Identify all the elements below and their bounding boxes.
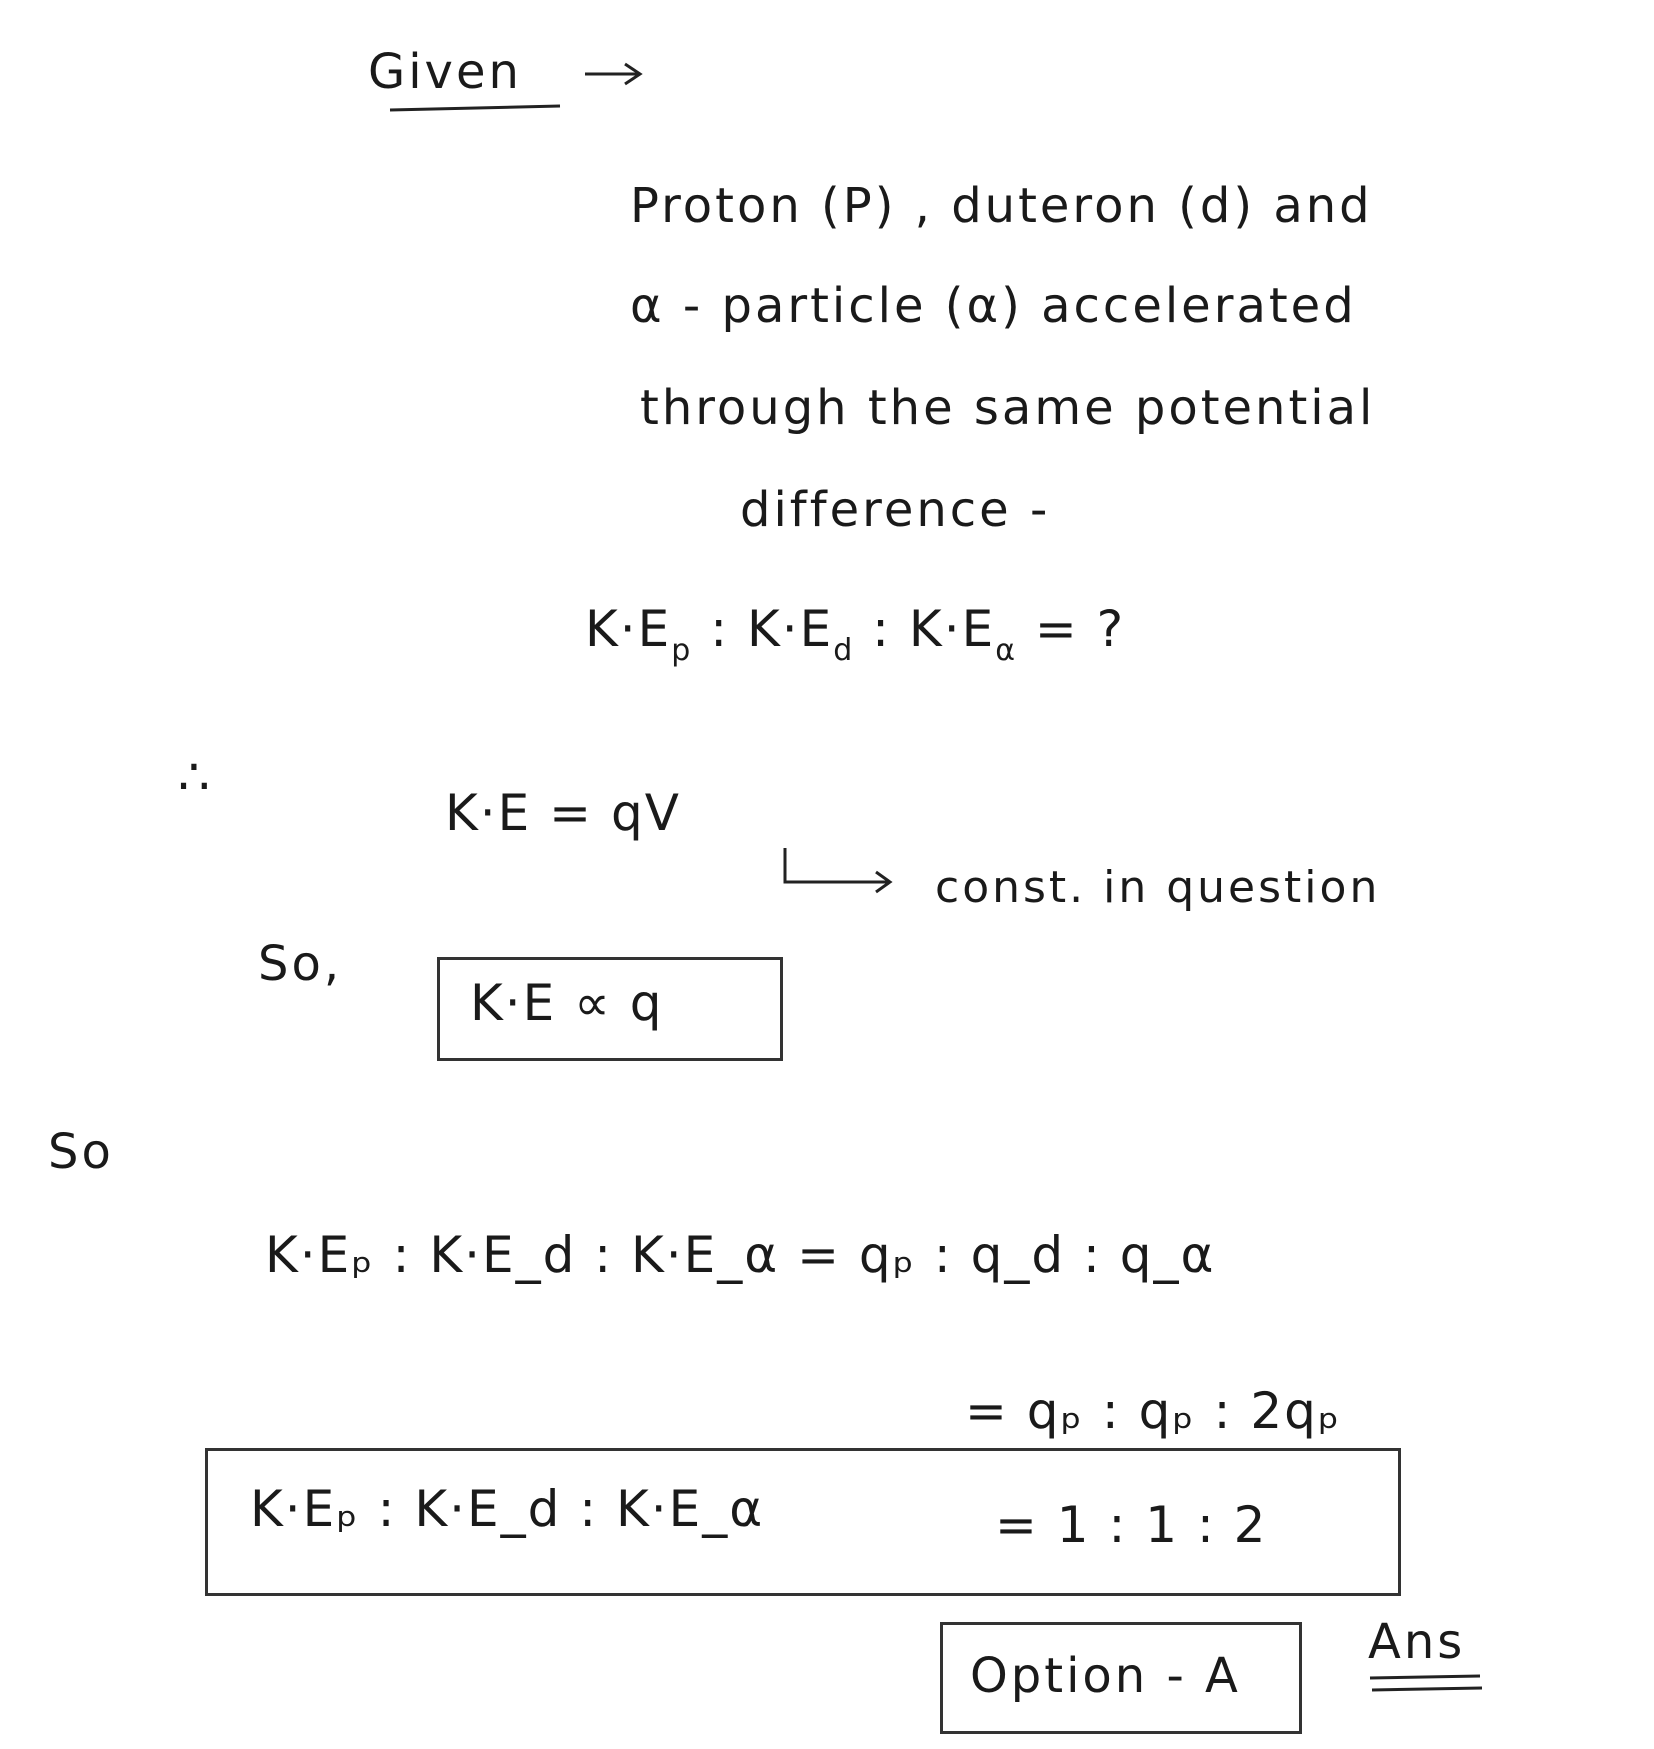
- ke-formula: K·E = qV: [445, 784, 681, 842]
- ratio-line-1: K·Eₚ : K·E_d : K·E_α = qₚ : q_d : q_α: [265, 1226, 1216, 1284]
- so-label-2: So: [48, 1124, 114, 1180]
- subscript-p: p: [671, 632, 693, 668]
- arrow-corner-icon: [785, 848, 890, 892]
- given-line-3: through the same potential: [640, 380, 1376, 436]
- ratio-line-2: = qₚ : qₚ : 2qₚ: [965, 1382, 1342, 1440]
- arrow-right-icon: [585, 64, 640, 84]
- proportional-statement: K·E ∝ q: [470, 974, 664, 1032]
- answer-option: Option - A: [970, 1648, 1241, 1704]
- subscript-alpha: α: [995, 632, 1017, 668]
- ke-symbol: K·E: [585, 600, 672, 658]
- ans-label: Ans: [1368, 1614, 1466, 1670]
- ans-double-underline: [1370, 1676, 1482, 1690]
- given-underline: [390, 106, 560, 110]
- therefore-symbol: ∴: [178, 748, 212, 806]
- given-line-2: α - particle (α) accelerated: [630, 278, 1357, 334]
- final-ratio-rhs: = 1 : 1 : 2: [995, 1496, 1268, 1554]
- const-note: const. in question: [935, 862, 1381, 913]
- heading-given: Given: [368, 44, 522, 100]
- final-ratio-lhs: K·Eₚ : K·E_d : K·E_α: [250, 1480, 765, 1538]
- so-label-1: So,: [258, 936, 343, 992]
- given-line-1: Proton (P) , duteron (d) and: [630, 178, 1373, 234]
- given-line-4: difference -: [740, 482, 1051, 538]
- ke-symbol: : K·E: [854, 600, 996, 658]
- subscript-d: d: [833, 632, 855, 668]
- equals-question: = ?: [1016, 600, 1126, 658]
- ke-symbol: : K·E: [692, 600, 834, 658]
